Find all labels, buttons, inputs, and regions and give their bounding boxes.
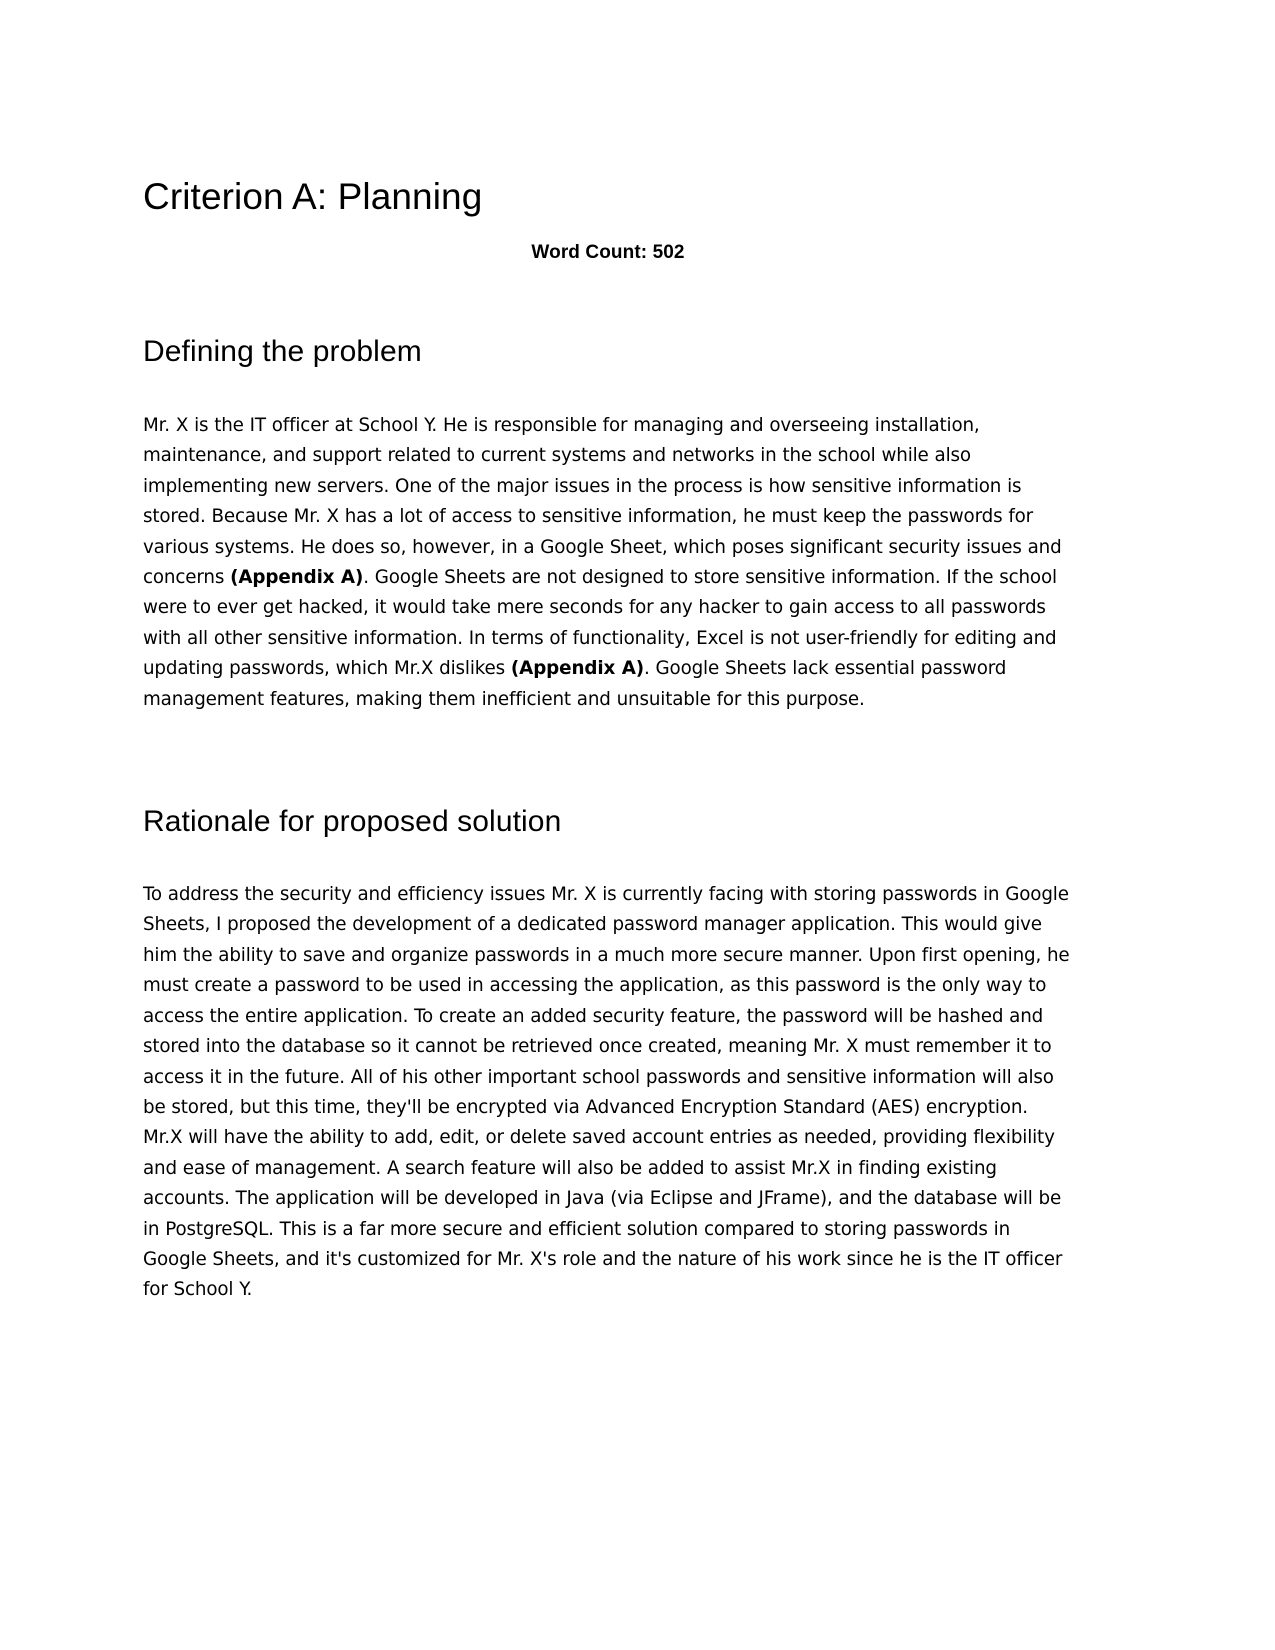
bold-run: (Appendix A): [510, 658, 644, 680]
section-paragraph-defining-the-problem: [143, 367, 1073, 715]
text-run: . Google Sheets lack essential password management features, making them inefficient and unsuitable for this purpose.: [143, 658, 1007, 710]
document-content: [143, 0, 1073, 1306]
text-run: . Google Sheets are not designed to store sensitive information. If the school were to ever get hacked, it would take mere seconds for any hacker to gain access to all passwords with all other sensitive information. In terms of functionality, Excel is not user-friendly for editing and updating passwords, which Mr.X dislikes: [143, 567, 1057, 680]
page-title: Criterion A: Planning: [143, 176, 483, 217]
section-paragraph-rationale-for-proposed-solution: [143, 837, 1073, 1306]
section-heading-rationale-for-proposed-solution: Rationale for proposed solution: [143, 805, 562, 839]
bold-run: (Appendix A): [230, 567, 364, 589]
text-run: To address the security and efficiency issues Mr. X is currently facing with storing passwords in Google Sheets, I proposed the development of a dedicated password manager application. This would give him the ability to save and organize passwords in a much more secure manner. Upon first opening, he must create a password to be used in accessing the application, as this password is the only way to access the entire application. To create an added security feature, the password will be hashed and stored into the database so it cannot be retrieved once created, meaning Mr. X must remember it to access it in the future. All of his other important school passwords and sensitive information will also be stored, but this time, they'll be encrypted via Advanced Encryption Standard (AES) encryption. Mr.X will have the ability to add, edit, or delete saved account entries as needed, providing flexibility and ease of management. A search feature will also be added to assist Mr.X in finding existing accounts. The application will be developed in Java (via Eclipse and JFrame), and the database will be in PostgreSQL. This is a far more secure and efficient solution compared to storing passwords in Google Sheets, and it's customized for Mr. X's role and the nature of his work since he is the IT officer for School Y.: [143, 884, 1070, 1301]
text-run: Mr. X is the IT officer at School Y. He is responsible for managing and overseeing installation, maintenance, and support related to current systems and networks in the school while also implementing new servers. One of the major issues in the process is how sensitive information is stored. Because Mr. X has a lot of access to sensitive information, he must keep the passwords for various systems. He does so, however, in a Google Sheet, which poses significant security issues and concerns: [143, 415, 1062, 589]
section-heading-defining-the-problem: Defining the problem: [143, 335, 422, 368]
word-count-label: Word Count: 502: [531, 242, 685, 263]
